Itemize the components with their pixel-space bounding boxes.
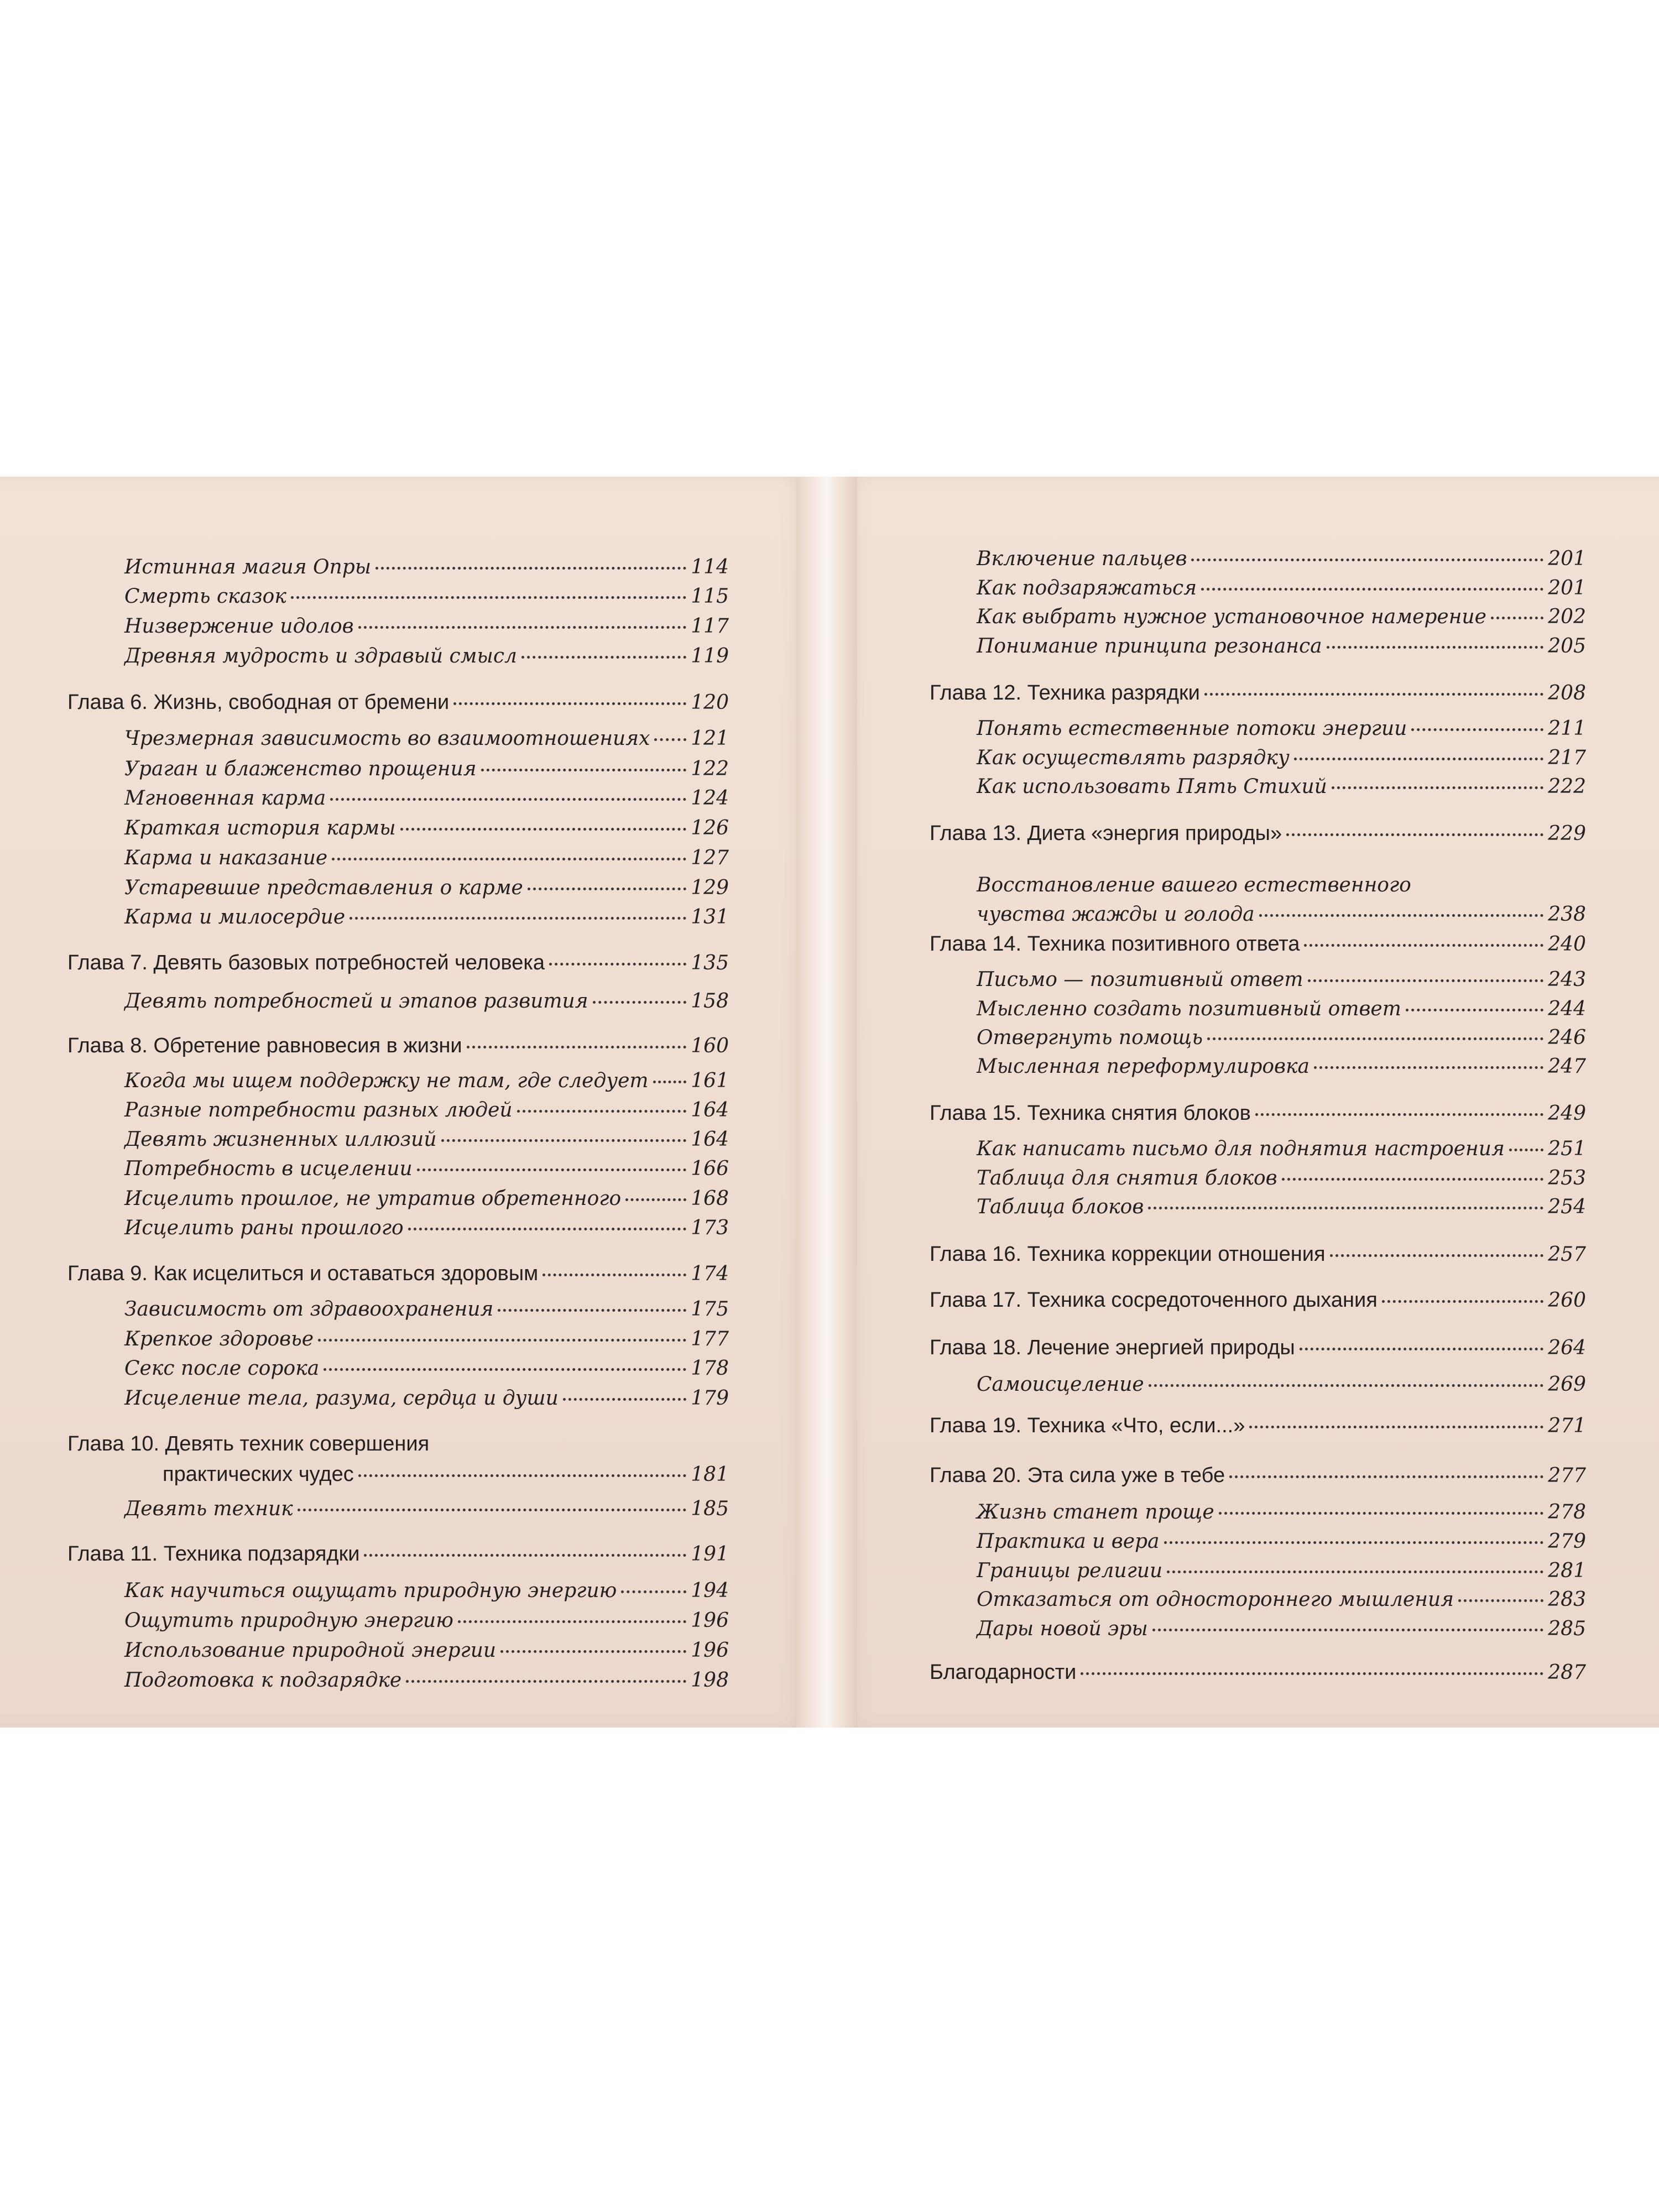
toc-entry-title: Разные потребности разных людей: [124, 1099, 513, 1121]
toc-page-number: 249: [1548, 1102, 1586, 1125]
toc-entry-title: Зависимость от здравоохранения: [124, 1298, 494, 1321]
toc-entry-title: Глава 6. Жизнь, свободная от бремени: [67, 691, 450, 714]
toc-page-number: 257: [1548, 1243, 1586, 1266]
dot-leader: [1249, 1426, 1543, 1428]
dot-leader: [621, 1590, 686, 1593]
toc-page-number: 281: [1548, 1559, 1586, 1582]
toc-page-number: 196: [691, 1609, 729, 1632]
toc-entry-title: Как выбрать нужное установочное намерение: [977, 606, 1486, 628]
toc-entry-title: Глава 16. Техника коррекции отношения: [930, 1243, 1326, 1266]
dot-leader: [358, 626, 687, 629]
dot-leader: [1332, 786, 1543, 789]
toc-page-number: 181: [691, 1463, 729, 1486]
toc-entry-title: Глава 20. Эта сила уже в тебе: [930, 1464, 1225, 1487]
toc-page-number: 229: [1548, 822, 1586, 845]
dot-leader: [1149, 1384, 1544, 1387]
toc-page-number: 178: [691, 1357, 729, 1380]
toc-entry-title: Ощутить природную энергию: [124, 1609, 453, 1632]
dot-leader: [1411, 728, 1543, 731]
toc-entry-title: Ураган и блаженство прощения: [124, 758, 477, 780]
toc-page-number: 166: [691, 1157, 729, 1180]
toc-entry-title-line2: чувства жажды и голода: [977, 903, 1255, 926]
toc-page-number: 129: [691, 877, 729, 899]
toc-page-number: 244: [1548, 998, 1586, 1020]
toc-entry-title: Как использовать Пять Стихий: [977, 775, 1327, 798]
dot-leader: [517, 1110, 687, 1113]
toc-entry-title: Понять естественные потоки энергии: [977, 717, 1407, 740]
toc-page-number: 246: [1548, 1026, 1586, 1049]
toc-entry-title: Крепкое здоровье: [124, 1328, 314, 1350]
dot-leader: [1201, 588, 1543, 591]
toc-page-number: 243: [1548, 968, 1586, 991]
dot-leader: [1458, 1599, 1543, 1602]
dot-leader: [654, 738, 686, 741]
toc-entry-title: Дары новой эры: [977, 1618, 1148, 1640]
toc-page-number: 179: [691, 1387, 729, 1410]
toc-entry-title: Мысленно создать позитивный ответ: [977, 998, 1401, 1020]
toc-entry-title: Отказаться от одностороннего мышления: [977, 1588, 1454, 1611]
toc-page-number: 177: [691, 1328, 729, 1350]
toc-entry-title: Секс после сорока: [124, 1357, 320, 1380]
toc-page-number: 201: [1548, 547, 1586, 570]
toc-entry-title: Глава 7. Девять базовых потребностей человека: [67, 951, 545, 974]
toc-entry-title: Глава 13. Диета «энергия природы»: [930, 822, 1282, 845]
dot-leader: [1491, 617, 1543, 619]
toc-entry-title: Включение пальцев: [977, 547, 1187, 570]
dot-leader: [481, 769, 687, 771]
toc-entry-title: Мгновенная карма: [124, 787, 326, 810]
toc-page-number: 217: [1548, 747, 1586, 769]
toc-page-number: 287: [1548, 1661, 1586, 1684]
dot-leader: [528, 888, 686, 890]
toc-entry-title: Девять потребностей и этапов развития: [124, 990, 588, 1013]
dot-leader: [330, 798, 686, 801]
toc-page-number: 117: [691, 615, 729, 638]
toc-page-number: 279: [1548, 1530, 1586, 1553]
toc-entry-title: Глава 15. Техника снятия блоков: [930, 1102, 1251, 1125]
dot-leader: [1406, 1009, 1543, 1011]
toc-page-number: 160: [691, 1035, 729, 1057]
toc-page-number: 247: [1548, 1055, 1586, 1078]
dot-leader: [417, 1168, 687, 1171]
toc-entry-title: Отвергнуть помощь: [977, 1026, 1203, 1049]
toc-entry-title: Понимание принципа резонанса: [977, 635, 1322, 658]
toc-page-number: 120: [691, 691, 729, 714]
dot-leader: [1255, 1113, 1543, 1116]
toc-page-number: 198: [691, 1669, 729, 1692]
toc-entry-title: Истинная магия Опры: [124, 556, 372, 578]
toc-entry-title: Карма и милосердие: [124, 906, 346, 928]
toc-page-number: 194: [691, 1579, 729, 1602]
dot-leader: [521, 656, 686, 659]
dot-leader: [542, 1274, 686, 1276]
dot-leader: [1327, 646, 1544, 649]
toc-entry-title: Глава 18. Лечение энергией природы: [930, 1336, 1295, 1359]
toc-entry-title-line2: практических чудес: [163, 1463, 354, 1486]
dot-leader: [291, 596, 686, 599]
dot-leader: [453, 702, 686, 705]
toc-page-number: 164: [691, 1099, 729, 1121]
toc-entry-title-line1: Глава 10. Девять техник совершения: [67, 1432, 430, 1455]
dot-leader: [406, 1680, 686, 1683]
dot-leader: [364, 1554, 686, 1557]
dot-leader: [375, 567, 686, 570]
dot-leader: [458, 1620, 686, 1623]
dot-leader: [349, 917, 686, 920]
toc-entry-title: Краткая история кармы: [124, 817, 396, 839]
dot-leader: [1314, 1066, 1543, 1069]
toc-entry-title: Практика и вера: [977, 1530, 1160, 1553]
toc-entry-title: Исцелить прошлое, не утратив обретенного: [124, 1187, 622, 1210]
toc-page-number: 168: [691, 1187, 729, 1210]
toc-page-number: 135: [691, 952, 729, 974]
toc-page-number: 131: [691, 906, 729, 928]
toc-page-number: 174: [691, 1262, 729, 1285]
dot-leader: [1164, 1541, 1544, 1544]
toc-entry-title: Границы религии: [977, 1559, 1163, 1582]
toc-page-number: 191: [691, 1543, 729, 1566]
toc-entry-title: Девять техник: [124, 1498, 293, 1520]
toc-page-number: 202: [1548, 606, 1586, 628]
dot-leader: [332, 858, 686, 860]
toc-entry-title: Благодарности: [930, 1661, 1077, 1684]
toc-entry-title: Самоисцеление: [977, 1373, 1144, 1396]
toc-page-number: 173: [691, 1217, 729, 1239]
dot-leader: [1304, 944, 1543, 947]
toc-entry-title: Чрезмерная зависимость во взаимоотношениях: [124, 727, 650, 750]
dot-leader: [1204, 693, 1543, 696]
dot-leader: [498, 1309, 686, 1312]
toc-entry-title: Как подзаряжаться: [977, 577, 1197, 599]
toc-page-number: 114: [691, 556, 729, 578]
dot-leader: [1191, 559, 1543, 561]
toc-entry-title: Жизнь станет проще: [977, 1501, 1214, 1524]
toc-entry-title: Когда мы ищем поддержку не там, где следует: [124, 1070, 649, 1092]
dot-leader: [1167, 1571, 1543, 1573]
dot-leader: [1259, 914, 1544, 917]
dot-leader: [625, 1198, 686, 1201]
toc-entry-title: Таблица блоков: [977, 1196, 1144, 1218]
toc-entry-title: Как осуществлять разрядку: [977, 747, 1290, 769]
dot-leader: [563, 1398, 687, 1401]
dot-leader: [1081, 1672, 1543, 1675]
toc-page-number: 185: [691, 1498, 729, 1520]
toc-page-number: 277: [1548, 1464, 1586, 1487]
toc-page-number: 253: [1548, 1167, 1586, 1190]
toc-page-number: 201: [1548, 577, 1586, 599]
toc-page-number: 196: [691, 1639, 729, 1662]
dot-leader: [1148, 1207, 1543, 1209]
toc-entry-title: Как научиться ощущать природную энергию: [124, 1579, 617, 1602]
toc-page-number: 278: [1548, 1501, 1586, 1524]
toc-entry-title: Исцеление тела, разума, сердца и души: [124, 1387, 559, 1410]
dot-leader: [549, 963, 686, 966]
toc-page-number: 164: [691, 1128, 729, 1151]
dot-leader: [358, 1474, 687, 1477]
toc-page-number: 122: [691, 758, 729, 780]
toc-entry-title: Древняя мудрость и здравый смысл: [124, 645, 517, 667]
toc-entry-title: Таблица для снятия блоков: [977, 1167, 1277, 1190]
toc-entry-title: Карма и наказание: [124, 847, 328, 869]
toc-entry-title-line1: Восстановление вашего естественного: [977, 874, 1411, 896]
toc-entry-title: Смерть сказок: [124, 585, 286, 608]
toc-entry-title: Подготовка к подзарядке: [124, 1669, 402, 1692]
toc-page-number: 260: [1548, 1289, 1586, 1312]
toc-entry-title: Глава 12. Техника разрядки: [930, 681, 1200, 705]
toc-entry-title: Как написать письмо для поднятия настроения: [977, 1138, 1505, 1160]
dot-leader: [1229, 1475, 1543, 1478]
dot-leader: [653, 1081, 687, 1083]
dot-leader: [318, 1339, 686, 1342]
toc-page-number: 285: [1548, 1618, 1586, 1640]
dot-leader: [1308, 979, 1544, 982]
toc-page-number: 269: [1548, 1373, 1586, 1396]
dot-leader: [1219, 1512, 1544, 1515]
toc-entry-title: Устаревшие представления о карме: [124, 877, 523, 899]
dot-leader: [324, 1368, 686, 1371]
toc-entry-title: Низвержение идолов: [124, 615, 354, 638]
toc-entry-title: Письмо — позитивный ответ: [977, 968, 1303, 991]
toc-entry-title: Глава 19. Техника «Что, если...»: [930, 1414, 1245, 1437]
dot-leader: [408, 1228, 687, 1230]
dot-leader: [1330, 1254, 1544, 1257]
toc-page-number: 127: [691, 847, 729, 869]
dot-leader: [593, 1001, 687, 1004]
toc-page-number: 121: [691, 727, 729, 750]
toc-entry-title: Глава 9. Как исцелиться и оставаться здоровым: [67, 1262, 539, 1285]
toc-page-number: 238: [1548, 903, 1586, 926]
toc-page-number: 124: [691, 787, 729, 810]
toc-entry-title: Использование природной энергии: [124, 1639, 497, 1662]
dot-leader: [467, 1046, 687, 1048]
toc-entry-title: Исцелить раны прошлого: [124, 1217, 404, 1239]
dot-leader: [1282, 1178, 1544, 1181]
toc-page-number: 211: [1548, 717, 1586, 740]
toc-entry-title: Глава 8. Обретение равновесия в жизни: [67, 1034, 462, 1057]
toc-entry-title: Потребность в исцелении: [124, 1157, 413, 1180]
dot-leader: [400, 828, 687, 831]
dot-leader: [1152, 1629, 1544, 1631]
toc-page-number: 119: [691, 645, 729, 667]
dot-leader: [1207, 1037, 1543, 1040]
dot-leader: [1294, 758, 1544, 760]
toc-entry-title: Глава 14. Техника позитивного ответа: [930, 932, 1300, 956]
toc-page-number: 222: [1548, 775, 1586, 798]
dot-leader: [1509, 1149, 1543, 1151]
toc-page-number: 240: [1548, 933, 1586, 956]
dot-leader: [1286, 833, 1543, 836]
toc-page-number: 283: [1548, 1588, 1586, 1611]
book-gutter: [796, 477, 857, 1728]
toc-entry-title: Мысленная переформулировка: [977, 1055, 1310, 1078]
toc-entry-title: Глава 11. Техника подзарядки: [67, 1542, 360, 1566]
toc-page-number: 208: [1548, 682, 1586, 705]
dot-leader: [500, 1650, 686, 1653]
toc-page-number: 175: [691, 1298, 729, 1321]
toc-page-number: 251: [1548, 1138, 1586, 1160]
toc-page-number: 126: [691, 817, 729, 839]
toc-page-number: 264: [1548, 1337, 1586, 1359]
toc-page-number: 271: [1548, 1415, 1586, 1437]
toc-page-number: 205: [1548, 635, 1586, 658]
toc-page-number: 158: [691, 990, 729, 1013]
toc-entry-title: Глава 17. Техника сосредоточенного дыхания: [930, 1288, 1378, 1312]
toc-entry-title: Девять жизненных иллюзий: [124, 1128, 437, 1151]
dot-leader: [1300, 1348, 1544, 1350]
toc-page-number: 115: [691, 585, 729, 608]
dot-leader: [441, 1139, 687, 1142]
toc-page-number: 254: [1548, 1196, 1586, 1218]
toc-page-number: 161: [691, 1070, 729, 1092]
dot-leader: [1382, 1300, 1543, 1303]
dot-leader: [298, 1509, 687, 1511]
